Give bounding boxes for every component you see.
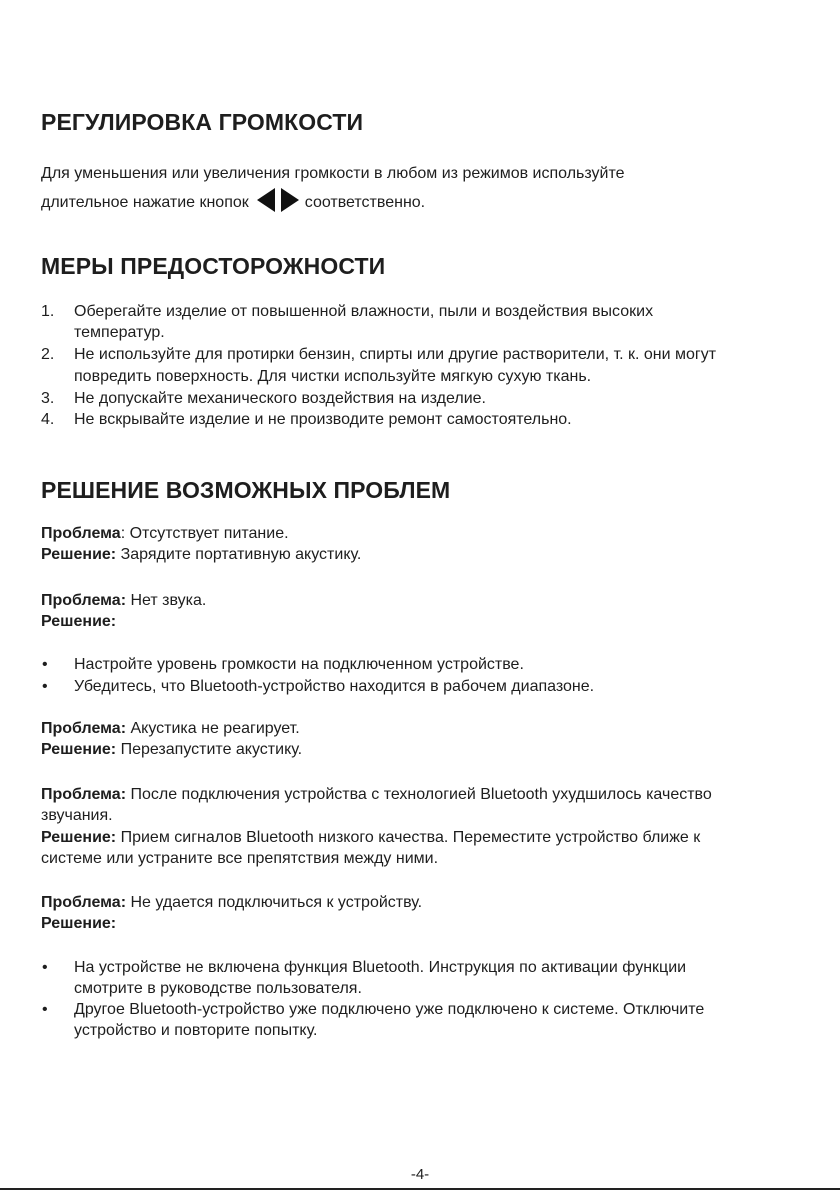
problem-text: Не удается подключиться к устройству.: [126, 894, 423, 911]
solution-label: Решение:: [41, 546, 117, 563]
solution-line: [41, 913, 116, 935]
problem-text: Акустика не реагирует.: [126, 720, 300, 737]
problem-line: [41, 718, 300, 740]
safety-item-number: 1.: [41, 303, 55, 320]
volume-text-line1: Для уменьшения или увеличения громкости в любом из режимов используйте: [41, 165, 625, 182]
bullet-icon: •: [42, 656, 48, 673]
solution-label: Решение:: [41, 613, 117, 630]
solution-text: Перезапустите акустику.: [116, 741, 303, 758]
safety-item-text: повредить поверхность. Для чистки используйте мягкую сухую ткань.: [74, 368, 592, 385]
bullet-icon: •: [42, 678, 48, 695]
problem-text: После подключения устройства с технологией Bluetooth ухудшилось качество: [126, 786, 712, 803]
troubleshooting-section-title: РЕШЕНИЕ ВОЗМОЖНЫХ ПРОБЛЕМ: [41, 477, 451, 503]
safety-item-text: Не вскрывайте изделие и не производите ремонт самостоятельно.: [74, 411, 572, 428]
volume-buttons-icons: [255, 186, 301, 221]
problem-line: [41, 590, 206, 612]
bullet-text-continued: устройство и повторите попытку.: [74, 1022, 318, 1039]
problem-line: [41, 784, 712, 806]
problem-label: Проблема: [41, 525, 121, 542]
problem-text: : Отсутствует питание.: [120, 525, 289, 542]
safety-item-text: Не используйте для протирки бензин, спирты или другие растворители, т. к. они могут: [74, 346, 717, 363]
problem-text: Нет звука.: [126, 592, 207, 609]
solution-line: [41, 827, 700, 849]
volume-text-line2: [41, 186, 425, 221]
safety-item-text: температур.: [74, 324, 165, 341]
bullet-text: Настройте уровень громкости на подключенном устройстве.: [74, 656, 524, 673]
bullet-text: На устройстве не включена функция Bluetooth. Инструкция по активации функции: [74, 959, 687, 976]
arrow-right-icon: [281, 188, 299, 212]
bullet-text-continued: смотрите в руководстве пользователя.: [74, 980, 362, 997]
solution-line: [41, 544, 361, 566]
problem-label: Проблема:: [41, 894, 127, 911]
solution-text: Зарядите портативную акустику.: [116, 546, 362, 563]
solution-label: Решение:: [41, 915, 117, 932]
bullet-text: Убедитесь, что Bluetooth-устройство находится в рабочем диапазоне.: [74, 678, 595, 695]
bullet-icon: •: [42, 1001, 48, 1018]
safety-item-number: 4.: [41, 411, 55, 428]
solution-label: Решение:: [41, 829, 117, 846]
volume-section-title: РЕГУЛИРОВКА ГРОМКОСТИ: [41, 109, 364, 135]
solution-text: Прием сигналов Bluetooth низкого качества. Переместите устройство ближе к: [116, 829, 701, 846]
volume-text-after: соответственно.: [304, 194, 426, 211]
solution-line: [41, 739, 302, 761]
arrow-left-icon: [257, 188, 275, 212]
safety-section-title: МЕРЫ ПРЕДОСТОРОЖНОСТИ: [41, 253, 386, 279]
problem-label: Проблема:: [41, 720, 127, 737]
problem-label: Проблема:: [41, 592, 127, 609]
problem-line: [41, 523, 289, 545]
problem-text-continued: звучания.: [41, 807, 113, 824]
safety-item-text: Не допускайте механического воздействия на изделие.: [74, 390, 486, 407]
bullet-icon: •: [42, 959, 48, 976]
safety-item-text: Оберегайте изделие от повышенной влажности, пыли и воздействия высоких: [74, 303, 654, 320]
safety-item-number: 3.: [41, 390, 55, 407]
page-number: -4-: [410, 1166, 430, 1183]
problem-line: [41, 892, 422, 914]
footer-rule: [0, 1188, 840, 1190]
safety-item-number: 2.: [41, 346, 55, 363]
bullet-text: Другое Bluetooth-устройство уже подключено уже подключено к системе. Отключите: [74, 1001, 705, 1018]
solution-label: Решение:: [41, 741, 117, 758]
problem-label: Проблема:: [41, 786, 127, 803]
solution-text-continued: системе или устраните все препятствия между ними.: [41, 850, 439, 867]
solution-line: [41, 611, 116, 633]
volume-text-before: длительное нажатие кнопок: [41, 194, 249, 211]
